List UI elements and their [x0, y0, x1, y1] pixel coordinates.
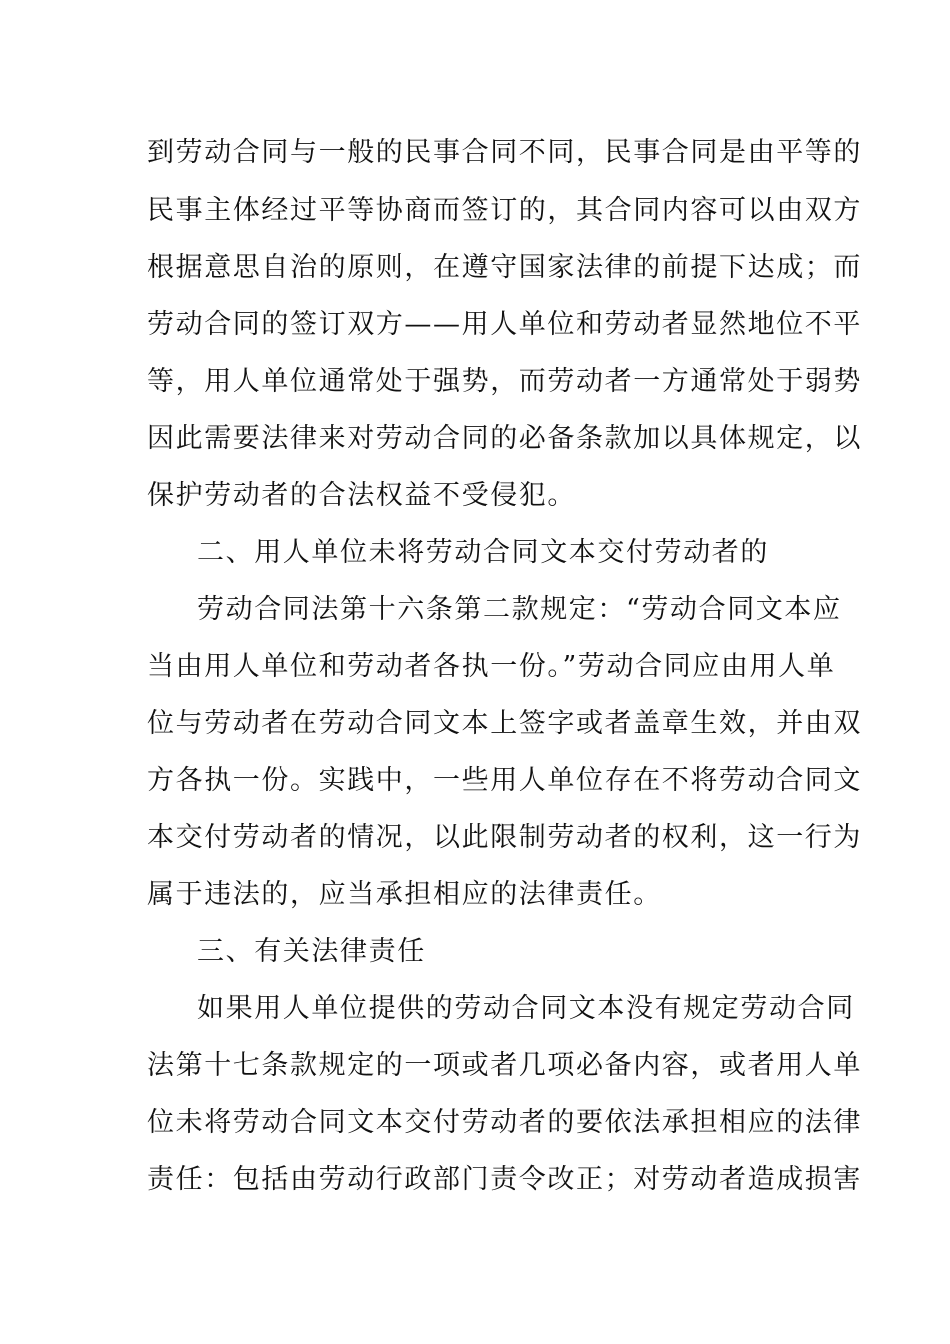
text-line: 如果用人单位提供的劳动合同文本没有规定劳动合同 [197, 993, 855, 1024]
text-line: 方各执一份。实践中，一些用人单位存在不将劳动合同文 [147, 765, 862, 796]
text-line: 劳动合同的签订双方——用人单位和劳动者显然地位不平 [147, 309, 862, 340]
text-line: 位未将劳动合同文本交付劳动者的要依法承担相应的法律 [147, 1107, 862, 1138]
text-line: 劳动合同法第十六条第二款规定：“劳动合同文本应 [197, 594, 842, 625]
text-line: 法第十七条款规定的一项或者几项必备内容，或者用人单 [147, 1050, 862, 1081]
text-line: 当由用人单位和劳动者各执一份。”劳动合同应由用人单 [147, 651, 836, 682]
text-line: 民事主体经过平等协商而签订的，其合同内容可以由双方 [147, 195, 862, 226]
text-line: 位与劳动者在劳动合同文本上签字或者盖章生效，并由双 [147, 708, 862, 739]
section-heading: 二、用人单位未将劳动合同文本交付劳动者的 [197, 537, 769, 568]
text-line: 因此需要法律来对劳动合同的必备条款加以具体规定，以 [147, 423, 862, 454]
text-line: 本交付劳动者的情况，以此限制劳动者的权利，这一行为 [147, 822, 862, 853]
text-line: 到劳动合同与一般的民事合同不同，民事合同是由平等的 [147, 137, 862, 168]
text-line: 属于违法的，应当承担相应的法律责任。 [147, 879, 662, 910]
text-line: 责任：包括由劳动行政部门责令改正；对劳动者造成损害 [147, 1164, 862, 1195]
text-line: 根据意思自治的原则，在遵守国家法律的前提下达成；而 [147, 252, 862, 283]
section-heading: 三、有关法律责任 [197, 936, 426, 967]
text-line: 保护劳动者的合法权益不受侵犯。 [147, 480, 576, 511]
text-line: 等，用人单位通常处于强势，而劳动者一方通常处于弱势 [147, 366, 862, 397]
